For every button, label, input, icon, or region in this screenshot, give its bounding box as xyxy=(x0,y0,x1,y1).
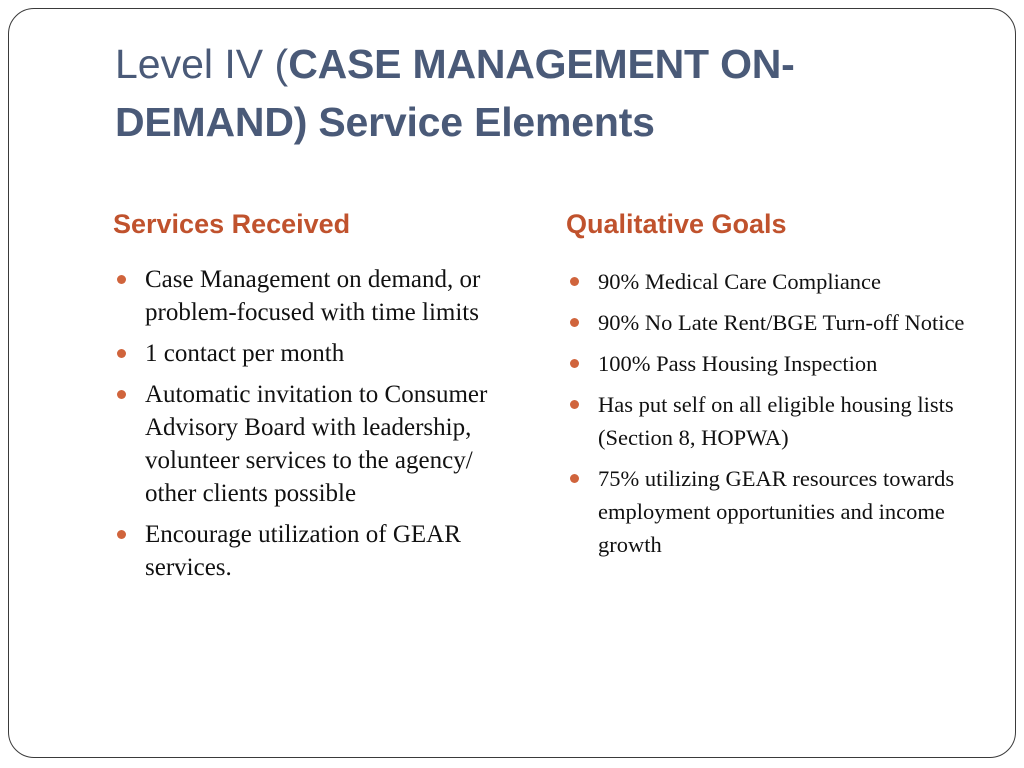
list-item xyxy=(566,265,966,298)
list-item-text: 1 contact per month xyxy=(145,340,345,367)
list-item xyxy=(566,347,966,380)
list-item-text: Automatic invitation to Consumer Advisory Board with leadership, volunteer services to the agency/ other clients possible xyxy=(145,381,488,507)
qualitative-goals-list xyxy=(566,265,966,569)
list-item xyxy=(113,518,523,584)
list-item-text: 100% Pass Housing Inspection xyxy=(598,351,878,376)
services-received-list xyxy=(113,263,523,592)
slide-title-prefix: Level IV ( xyxy=(115,41,289,87)
list-item xyxy=(566,462,966,561)
list-item-text: 90% Medical Care Compliance xyxy=(598,269,882,294)
bullet-dot-icon xyxy=(570,318,579,327)
slide-title xyxy=(115,35,975,151)
list-item-text: Has put self on all eligible housing lists (Section 8, HOPWA) xyxy=(598,392,954,450)
bullet-dot-icon xyxy=(117,275,126,284)
bullet-dot-icon xyxy=(570,400,579,409)
slide-frame xyxy=(8,8,1016,758)
list-item-text: Encourage utilization of GEAR services. xyxy=(145,521,461,581)
list-item xyxy=(113,337,523,370)
list-item xyxy=(113,263,523,329)
list-item-text: 90% No Late Rent/BGE Turn-off Notice xyxy=(598,310,965,335)
bullet-dot-icon xyxy=(570,359,579,368)
list-item-text: 75% utilizing GEAR resources towards employment opportunities and income growth xyxy=(598,466,955,557)
bullet-dot-icon xyxy=(570,474,579,483)
qualitative-goals-heading: Qualitative Goals xyxy=(566,209,787,239)
list-item xyxy=(566,388,966,454)
list-item-text: Case Management on demand, or problem-focused with time limits xyxy=(145,266,481,326)
list-item xyxy=(113,378,523,510)
services-received-heading: Services Received xyxy=(113,209,351,239)
bullet-dot-icon xyxy=(117,390,126,399)
list-item xyxy=(566,306,966,339)
bullet-dot-icon xyxy=(570,277,579,286)
bullet-dot-icon xyxy=(117,349,126,358)
slide-title-main: CASE MANAGEMENT ON-DEMAND) Service Elements xyxy=(115,41,795,145)
bullet-dot-icon xyxy=(117,530,126,539)
